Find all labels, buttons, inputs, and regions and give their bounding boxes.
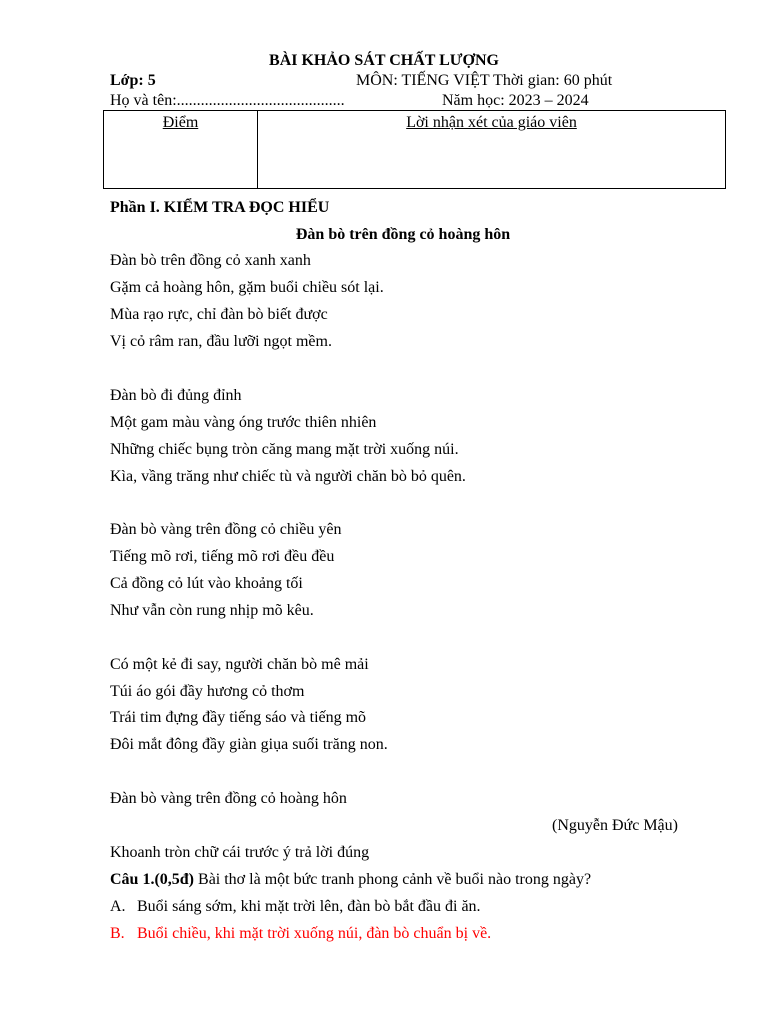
poem-line: Đàn bò vàng trên đồng cỏ hoàng hôn [110,790,347,807]
option-letter: A. [110,898,126,915]
exam-title: BÀI KHẢO SÁT CHẤT LƯỢNG [269,52,499,69]
answer-option-b[interactable] [110,924,491,944]
poem-line: Gặm cả hoàng hôn, gặm buổi chiều sót lại. [110,279,384,296]
poem-line: Như vẫn còn rung nhịp mõ kêu. [110,602,314,619]
option-text: Buổi chiều, khi mặt trời xuống núi, đàn bò chuẩn bị về. [137,925,492,942]
poem-line: Có một kẻ đi say, người chăn bò mê mải [110,656,369,673]
teacher-comment-header: Lời nhận xét của giáo viên [406,114,577,131]
score-header: Điểm [162,114,199,131]
instruction-text: Khoanh tròn chữ cái trước ý trả lời đúng [110,844,370,861]
option-text: Buổi sáng sớm, khi mặt trời lên, đàn bò bắt đầu đi ăn. [137,898,481,915]
subject-time-line: MÔN: TIẾNG VIỆT Thời gian: 60 phút [356,72,613,89]
poem-line: Tiếng mõ rơi, tiếng mõ rơi đều đều [110,548,335,565]
poem-line: Cả đồng cỏ lút vào khoảng tối [110,575,303,592]
poem-title: Đàn bò trên đồng cỏ hoàng hôn [295,226,511,243]
poem-line: Đàn bò trên đồng cỏ xanh xanh [110,252,311,269]
score-table [103,110,726,189]
grade-label: Lớp: 5 [110,72,156,89]
poem-line: Trái tim đựng đầy tiếng sáo và tiếng mõ [110,709,367,726]
poem-line: Đôi mắt đông đầy giàn giụa suối trăng non. [110,736,388,753]
poem-author: (Nguyễn Đức Mậu) [552,817,678,834]
student-name-field: Họ và tên:.......................................... [110,92,345,109]
poem-line: Một gam màu vàng óng trước thiên nhiên [110,414,377,431]
option-letter: B. [110,925,125,942]
poem-line: Túi áo gói đầy hương cỏ thơm [110,683,305,700]
question-1 [110,870,591,890]
poem-line: Vị cỏ râm ran, đầu lưỡi ngọt mềm. [110,333,332,350]
poem-line: Những chiếc bụng tròn căng mang mặt trời xuống núi. [110,441,459,458]
question-text: Bài thơ là một bức tranh phong cảnh về buổi nào trong ngày? [194,871,592,888]
question-label: Câu 1.(0,5đ) [110,871,195,888]
school-year: Năm học: 2023 – 2024 [442,92,589,109]
poem-line: Đàn bò đi đủng đỉnh [110,387,242,404]
answer-option-a[interactable] [110,897,481,917]
poem-line: Kìa, vầng trăng như chiếc tù và người chăn bò bỏ quên. [110,468,466,485]
poem-line: Đàn bò vàng trên đồng cỏ chiều yên [110,521,342,538]
section-title: Phần I. KIỂM TRA ĐỌC HIỂU [110,199,330,216]
poem-line: Mùa rạo rực, chỉ đàn bò biết được [110,306,328,323]
